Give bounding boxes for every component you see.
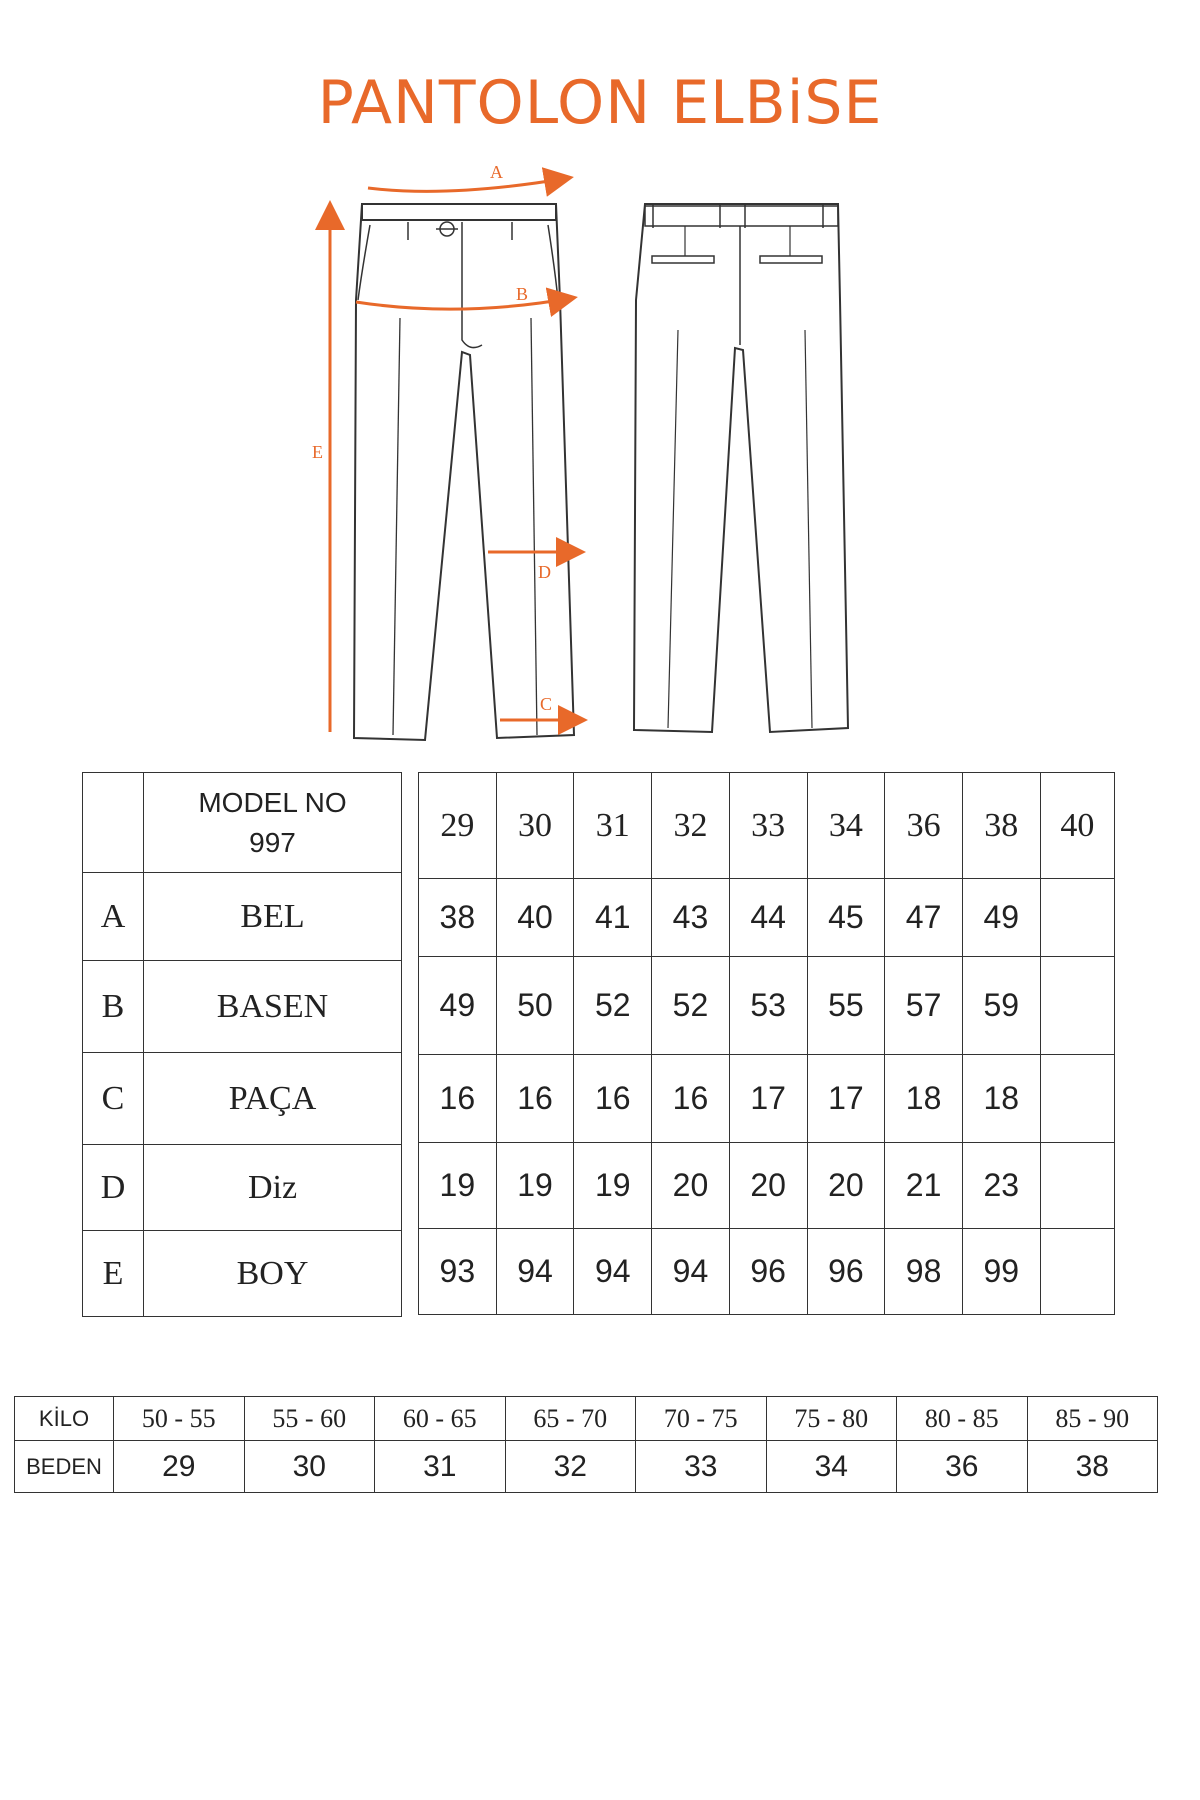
weight-cell: 55 - 60 — [244, 1397, 375, 1441]
value-cell: 19 — [574, 1143, 652, 1229]
size-cell: 36 — [897, 1441, 1028, 1493]
row-letter: A — [83, 873, 144, 961]
row-name: BEL — [144, 873, 402, 961]
back-trousers-drawing — [634, 204, 848, 732]
weight-cell: 80 - 85 — [897, 1397, 1028, 1441]
value-cell: 99 — [962, 1229, 1040, 1315]
weight-cell: 85 - 90 — [1027, 1397, 1158, 1441]
size-label: BEDEN — [15, 1441, 114, 1493]
row-letter: C — [83, 1053, 144, 1145]
value-cell: 38 — [419, 879, 497, 957]
value-cell: 17 — [729, 1055, 807, 1143]
row-name: Diz — [144, 1145, 402, 1231]
weight-size-table — [14, 1396, 1158, 1493]
front-trousers-drawing — [354, 204, 574, 740]
value-cell: 96 — [807, 1229, 885, 1315]
weight-cell: 60 - 65 — [375, 1397, 506, 1441]
label-a: A — [490, 162, 503, 182]
size-row — [15, 1441, 1158, 1493]
value-cell: 41 — [574, 879, 652, 957]
value-cell: 18 — [885, 1055, 963, 1143]
measurement-names-table — [82, 772, 402, 1317]
size-cell: 33 — [636, 1441, 767, 1493]
weight-row — [15, 1397, 1158, 1441]
label-d: D — [538, 562, 551, 582]
value-cell: 43 — [652, 879, 730, 957]
value-cell: 16 — [419, 1055, 497, 1143]
size-cell: 29 — [114, 1441, 245, 1493]
value-cell: 94 — [496, 1229, 574, 1315]
value-cell — [1040, 1055, 1114, 1143]
weight-cell: 50 - 55 — [114, 1397, 245, 1441]
row-letter: D — [83, 1145, 144, 1231]
value-cell: 19 — [496, 1143, 574, 1229]
value-cell: 16 — [574, 1055, 652, 1143]
row-name: BOY — [144, 1231, 402, 1317]
size-header: 34 — [807, 773, 885, 879]
value-cell: 16 — [496, 1055, 574, 1143]
value-cell: 98 — [885, 1229, 963, 1315]
value-cell: 23 — [962, 1143, 1040, 1229]
value-cell: 94 — [652, 1229, 730, 1315]
size-header: 29 — [419, 773, 497, 879]
row-letter: E — [83, 1231, 144, 1317]
value-cell: 47 — [885, 879, 963, 957]
table-row — [419, 1055, 1115, 1143]
size-cell: 30 — [244, 1441, 375, 1493]
table-row — [419, 1143, 1115, 1229]
size-cell: 38 — [1027, 1441, 1158, 1493]
empty-cell — [83, 773, 144, 873]
size-header: 38 — [962, 773, 1040, 879]
value-cell — [1040, 957, 1114, 1055]
size-header: 33 — [729, 773, 807, 879]
size-cell: 31 — [375, 1441, 506, 1493]
value-cell: 17 — [807, 1055, 885, 1143]
value-cell: 20 — [652, 1143, 730, 1229]
table-row — [83, 1231, 402, 1317]
table-row — [83, 961, 402, 1053]
table-row — [83, 1145, 402, 1231]
label-b: B — [516, 284, 529, 304]
value-cell: 96 — [729, 1229, 807, 1315]
value-cell — [1040, 1229, 1114, 1315]
weight-cell: 75 - 80 — [766, 1397, 897, 1441]
row-name: BASEN — [144, 961, 402, 1053]
row-letter: B — [83, 961, 144, 1053]
trousers-diagram — [0, 0, 1200, 760]
table-row — [83, 1053, 402, 1145]
label-e: E — [312, 442, 323, 462]
value-cell: 21 — [885, 1143, 963, 1229]
value-cell: 93 — [419, 1229, 497, 1315]
label-c: C — [540, 694, 553, 714]
value-cell: 55 — [807, 957, 885, 1055]
size-header: 30 — [496, 773, 574, 879]
size-header: 36 — [885, 773, 963, 879]
value-cell: 94 — [574, 1229, 652, 1315]
value-cell: 16 — [652, 1055, 730, 1143]
value-cell: 52 — [574, 957, 652, 1055]
size-cell: 34 — [766, 1441, 897, 1493]
table-row — [419, 957, 1115, 1055]
size-header: 40 — [1040, 773, 1114, 879]
page-title: PANTOLON ELBiSE — [317, 68, 883, 138]
size-header: 31 — [574, 773, 652, 879]
value-cell: 52 — [652, 957, 730, 1055]
value-cell: 49 — [962, 879, 1040, 957]
value-cell: 40 — [496, 879, 574, 957]
weight-cell: 65 - 70 — [505, 1397, 636, 1441]
table-row — [419, 879, 1115, 957]
weight-label: KİLO — [15, 1397, 114, 1441]
value-cell: 18 — [962, 1055, 1040, 1143]
table-row — [419, 1229, 1115, 1315]
value-cell: 59 — [962, 957, 1040, 1055]
value-cell: 50 — [496, 957, 574, 1055]
value-cell: 44 — [729, 879, 807, 957]
row-name: PAÇA — [144, 1053, 402, 1145]
model-number: 997 — [249, 826, 296, 858]
measurement-arrows — [330, 178, 582, 732]
size-cell: 32 — [505, 1441, 636, 1493]
model-cell — [144, 773, 402, 873]
value-cell: 57 — [885, 957, 963, 1055]
value-cell: 45 — [807, 879, 885, 957]
value-cell: 19 — [419, 1143, 497, 1229]
value-cell: 49 — [419, 957, 497, 1055]
model-label: MODEL NO — [198, 786, 347, 818]
size-header: 32 — [652, 773, 730, 879]
table-header-row — [419, 773, 1115, 879]
value-cell — [1040, 1143, 1114, 1229]
size-values-table — [418, 772, 1115, 1315]
value-cell: 53 — [729, 957, 807, 1055]
weight-cell: 70 - 75 — [636, 1397, 767, 1441]
value-cell: 20 — [807, 1143, 885, 1229]
table-row — [83, 873, 402, 961]
table-row — [83, 773, 402, 873]
value-cell: 20 — [729, 1143, 807, 1229]
value-cell — [1040, 879, 1114, 957]
